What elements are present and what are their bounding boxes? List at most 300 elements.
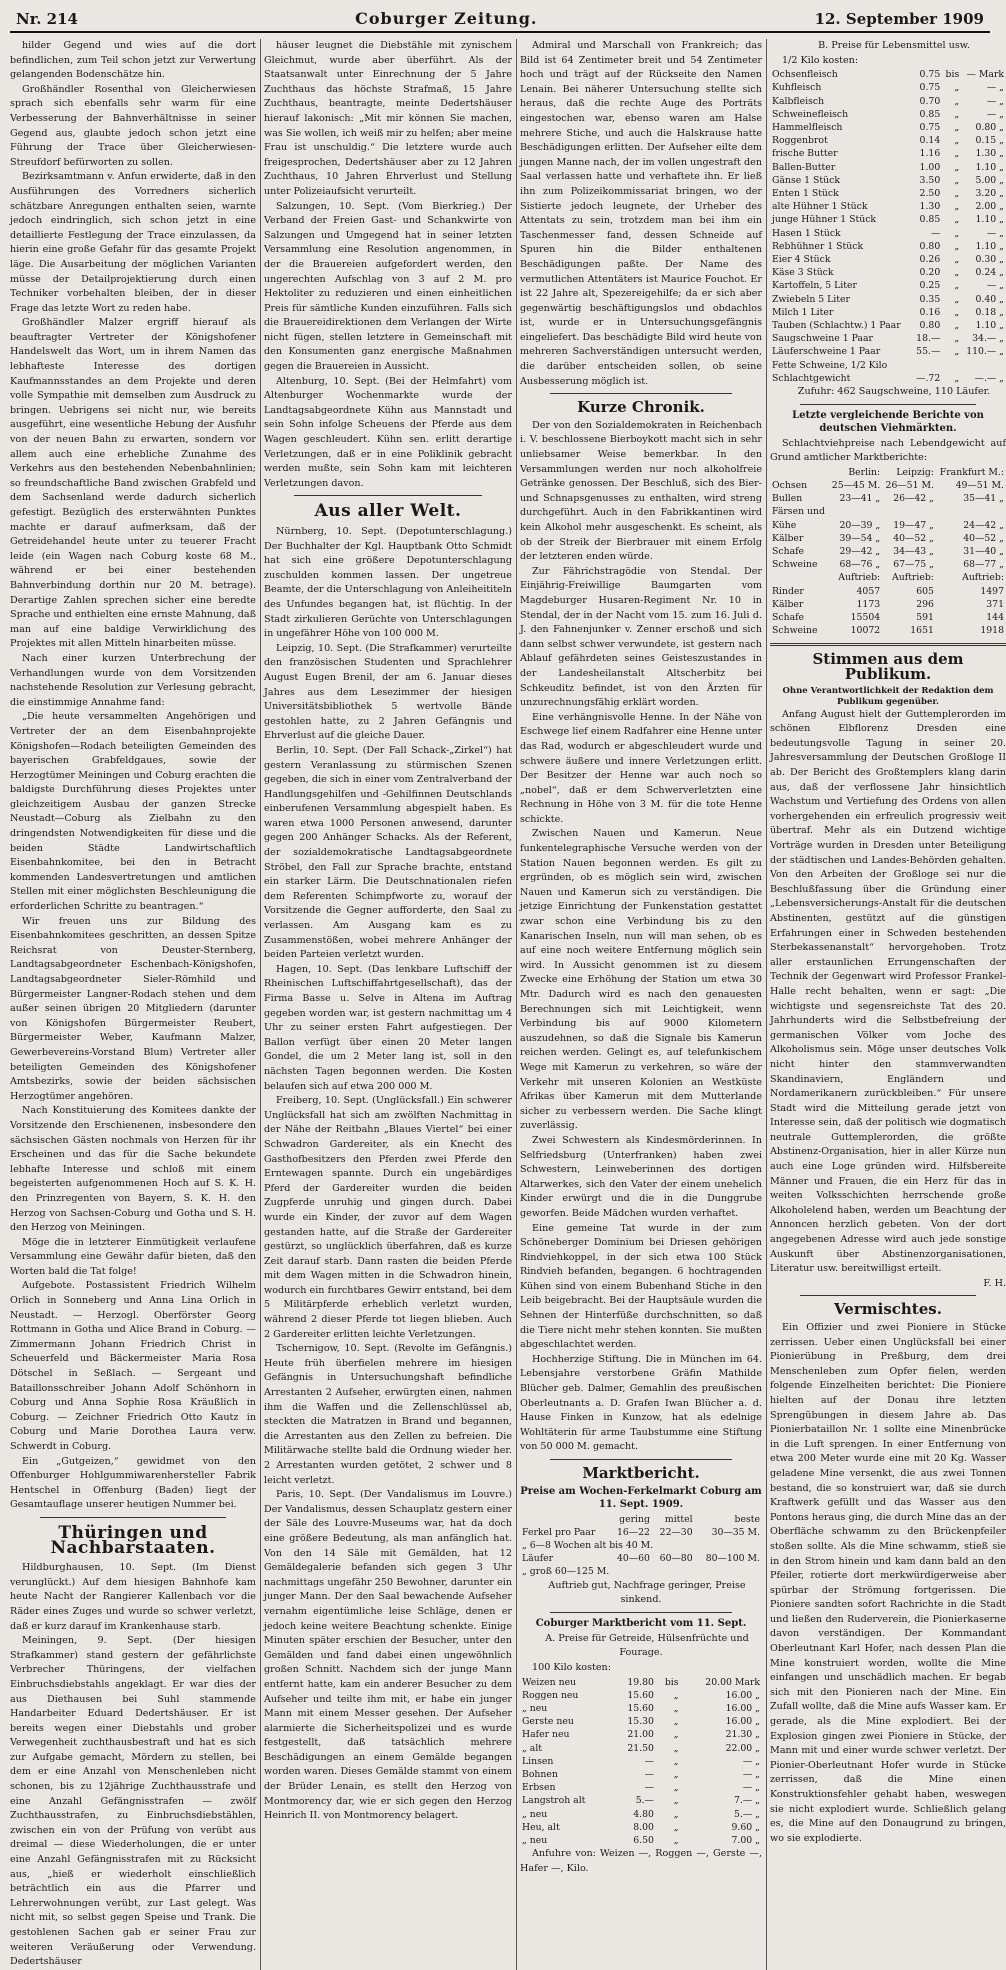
paragraph: Eine gemeine Tat wurde in der zum Schöneberger Dominium bei Driesen gehörigen Rindviehkoppel, in der sich etwa 100 Stück Rindvieh befanden, begangen. 6 hochtragenden Kühen sind von einem Bubenhand Stiche in den Leib beigebracht. Bei der Hauptsäule wurden die Sehnen der Hinterfüße durchschnitten, so daß die Tiere nicht mehr stehen konnten. Sie mußten abgeschlachtet werden. [520, 1222, 762, 1351]
table-cell: 2.00 „ [975, 201, 1004, 213]
zufuhr-note: Zufuhr: 462 Saugschweine, 110 Läufer. [797, 386, 991, 398]
table-cell: „ [673, 1702, 679, 1714]
table-header-row [520, 1513, 762, 1526]
table-cell: 1.10 „ [975, 240, 1004, 252]
table-row [770, 253, 1006, 266]
col1-paragraphs2 [10, 1561, 256, 1970]
stimmen-disclaimer: Ohne Verantwortlichkeit der Redaktion dem Publikum gegenüber. [782, 685, 994, 707]
table-cell: 591 [916, 612, 934, 624]
table-cell: 25—45 M. [831, 480, 881, 492]
table-cell [942, 359, 961, 372]
table-cell: Hasen 1 Stück [772, 227, 841, 239]
paragraph: Wir freuen uns zur Bildung des Eisenbahnkomitees geschritten, an dessen Spitze Reichsrat von Deuster-Sternberg, Landtagsabgeordneter Eschenbach-Königshofen, Landtagsabgeordneter Sieler-Römhild und Bürgermeister Langner-Rodach stehen und dem außer seinen übrigen 20 Mitgliedern (darunter von Königshofen Bürgermeister Reubert, Bürgermeister Weber, Kaufmann Malzer, Gewerbevereins-Vorstand Blum) Vertreter aller beteiligten Gemeinden des Königshofener Amtsbezirks, sowie der beiden sächsischen Herzogtümer angehören. [10, 915, 256, 1102]
column-3 [520, 39, 762, 1970]
newspaper-title: Coburger Zeitung. [355, 9, 538, 28]
table-cell: 0.24 „ [975, 267, 1004, 279]
table-row [770, 161, 1006, 174]
table-cell: 7.— „ [734, 1795, 760, 1807]
table-cell: 0.16 [919, 306, 941, 318]
table-cell: — Mark [966, 69, 1004, 81]
table-cell: „ [954, 82, 960, 94]
divider [550, 1459, 732, 1460]
paragraph: Zur Fährichstragödie von Stendal. Der Einjährig-Freiwillige Baumgarten vom Magdeburger Husaren-Regiment Nr. 10 in Stendal, der in der Nacht vom 15. zum 16. Juli d. J. den Fahnenjunker v. Zenner erschoß und sich dann selbst schwer verwundete, ist gestern nach Ablauf gefährdeten seines Geisteszustandes in der Landesheilanstalt Altscherbitz bei Schkeuditz befindet, ist von den Ärzten für unzurechnungsfähig erklärt worden. [520, 565, 762, 709]
table-cell: „ [954, 122, 960, 133]
table-cell: Enten 1 Stück [772, 188, 839, 200]
table-cell: Schweine [772, 559, 818, 571]
table-cell: 0.75 [919, 82, 941, 94]
section-heading-kurze-chronik: Kurze Chronik. [577, 398, 705, 417]
paragraph: Freiberg, 10. Sept. (Unglücksfall.) Ein schwerer Unglücksfall hat sich am zwölften Nachmittag in der Nähe der Reitbahn „Blaues Viertel“ bei einer Schwadron Gardereiter, als ein Knecht des Gasthofbesitzers den Pferden zwei Pferde den Erntewagen spannte. Durch ein ungebärdiges Pferd der Gardereiter wurden die beiden Zugpferde unruhig und gingen durch. Dabei wurde ein Kinder, der zuvor auf dem Wagen gestanden hatte, auf die Straße der Gardereiter gestürzt, so unglücklich überfahren, daß es kurze Zeit darauf starb. Dann rasten die beiden Pferde mit dem Wagen mitten in die Schwadron hinein, wodurch ein furchtbares Gewirr entstand, bei dem 5 Militärpferde erheblich verletzt wurden, während 2 dieser Pferde tot liegen blieben. Auch 2 Gardereiter erlitten leichte Verletzungen. [264, 1095, 512, 1340]
table-cell: 371 [986, 598, 1004, 610]
paragraph: Eine verhängnisvolle Henne. In der Nähe von Eschwege lief einem Radfahrer eine Henne unter das Rad, wodurch er abgeschleudert wurde und schwere äußere und innere Verletzungen erlitt. Der Besitzer der Henne war auch noch so „nobel“, daß er dem Schwerverletzten eine Rechnung in Höhe von 3 M. für die tote Henne schickte. [520, 711, 762, 825]
table-cell: „ [673, 1808, 679, 1820]
table-cell: 110.— „ [966, 346, 1004, 358]
table-cell: „ [673, 1716, 679, 1728]
coburg-price-table [520, 1676, 762, 1848]
table-cell: „ [954, 254, 960, 266]
table-cell: „ groß 60—125 M. [522, 1566, 610, 1578]
table-cell: 605 [916, 585, 934, 597]
table-cell: 0.75 [919, 122, 941, 133]
table-cell: 1497 [980, 585, 1004, 597]
table-cell: „ 6—8 Wochen alt bis 40 M. [522, 1540, 654, 1551]
table-cell: Roggenbrot [772, 135, 828, 147]
divider [800, 1295, 976, 1296]
table-header-cell: Auftrieb: [962, 572, 1004, 584]
table-cell: — „ [986, 95, 1004, 107]
table-cell: — „ [986, 280, 1004, 292]
coburg-market-sub: A. Preise für Getreide, Hülsenfrüchte und Fourage. [545, 1632, 749, 1659]
table-cell: 1.10 „ [975, 320, 1004, 332]
table-cell: 16.00 „ [725, 1702, 760, 1714]
table-cell: 0.80 „ [975, 122, 1004, 133]
table-cell: Kartoffeln, 5 Liter [772, 280, 857, 292]
table-cell: 0.20 [919, 267, 941, 279]
column-4 [770, 39, 1006, 1970]
table-cell: Rinder [772, 585, 804, 597]
table-row [770, 293, 1006, 306]
table-cell: Kühe [772, 519, 797, 531]
section-heading-stimmen: Stimmen aus dem Publikum. [812, 650, 964, 684]
table-row [770, 532, 1006, 545]
table-row [520, 1526, 762, 1539]
section-heading-thueringen: Thüringen und Nachbarstaaten. [50, 1522, 216, 1558]
coburg-market-heading: Coburger Marktbericht vom 11. Sept. [535, 1617, 747, 1629]
table-cell: Gänse 1 Stück [772, 174, 840, 186]
table-cell: 1.30 „ [975, 148, 1004, 160]
table-cell: 67—75 „ [893, 559, 934, 571]
table-cell: —.— „ [974, 372, 1004, 384]
table-cell: — [644, 1782, 654, 1794]
table-row [770, 585, 1006, 598]
table-cell: 68—77 „ [963, 559, 1004, 571]
paragraph: Ein Offizier und zwei Pioniere in Stücke zerrissen. Ueber einen Unglücksfall bei einer Pionierübung in Preßburg, dem drei Menschenleben zum Opfer fielen, werden folgende Einzelheiten berichtet: Die Pioniere hielten auf der Donau ihre letzten Sprengübungen in diesem Jahre ab. Das Pionierbataillon Nr. 1 sollte eine Minenbrücke in die Luft sprengen. In einer Entfernung von etwa 200 Meter wurde eine mit 20 Kg. Wasser geladene Mine versenkt, die aus zwei Tonnen bestand, die so konstruiert war, daß sie durch Kraftwerk gefüllt und das Wasser aus den Pontons heraus ging, die durch Mine das an der Oberfläche schwamm zu den Brückenpfeiler stoßen sollte. Als die Mine schwamm, stieß sie in den Strom hinein und kam dann bald an den Pfeiler, rotierte dort merkwürdigerweise aber spürbar der Strömung fortgerissen. Die Pioniere sandten sofort Rachrichte in die Stadt und ließen den Ruderverein, die Pionierkaserne davon verständigen. Der Kommandant Oberleutnant Karl Hofer, nach dessen Plan die Mine konstruiert worden, wollte die Mine einfangen und unschädlich machen. Er begab sich mit den Pionieren nach der Mine. Ein Zufall wollte, daß die Mine aufs Wasser kam. Er gerade, als die Mine explodiert. Bei der Explosion gingen zwei Pioniere in Stücke, der Mann mit und einer wurde schwer verletzt. Der Pionier-Oberleutnant Hofer wurde in Stücke zerrissen, daß die Mine einen Konstruktionsfehler gehabt haben, weswegen sie nicht explodiert wurde. Schließlich gelang es, die Mine auf den Donaugrund zu bringen, wo sie explodierte. [770, 1322, 1006, 1844]
paragraph: Zwischen Nauen und Kamerun. Neue funkentelegraphische Versuche werden von der Station Nauen begonnen werden. Es gilt zu ergründen, ob es möglich sein wird, zwischen Nauen und Kamerun sich zu verständigen. Die jetzige Einrichtung der Funkenstation gestattet zwar schon eine Verbindung bis zu den Kanarischen Inseln, nun will man sehen, ob es auf eine noch weitere Entfernung möglich sein wird. In Aussicht genommen ist zu diesem Zwecke eine Erhöhung der Station um etwa 30 Mtr. Dadurch wird es nach den genauesten Berechnungen sich mit Leichtigkeit, wenn Verbindung bis auf 9000 Kilometern auszudehnen, so daß die Signale bis Kamerun reichen werden. Gelingt es, auf telefunkischem Wege mit Kamerun zu verkehren, so wäre der Verkehr mit unseren Kolonien an Westküste Afrikas über Kamerun mit dem Mutterlande sicher zu verbessern werden. Die Sache klingt zuverlässig. [520, 828, 762, 1132]
table-cell: 1.10 „ [975, 214, 1004, 226]
table-cell: „ [954, 95, 960, 107]
paragraph: Aufgebote. Postassistent Friedrich Wilhelm Orlich in Sonneberg und Anna Lina Orlich in Neustadt. — Herzogl. Oberförster Georg Rottmann in Gotha und Alice Brand in Coburg. — Zimmermann Johann Friedrich Christ in Scheuerfeld und Bäckermeister Maria Rosa Dötschel in Seßlach. — Sergeant und Bataillonsschreiber Johann Adolf Schönhorn in Coburg und Anna Sophie Rosa Kräußlich in Coburg. — Zeichner Friedrich Otto Kautz in Coburg und Marie Dorothea Laura verw. Schwerdt in Coburg. [10, 1280, 256, 1452]
table-cell: — [644, 1755, 654, 1767]
table-cell: 0.14 [919, 135, 941, 147]
table-row [770, 345, 1006, 358]
table-cell: 21.30 „ [725, 1729, 760, 1741]
table-cell: „ [954, 174, 960, 186]
table-cell: — „ [986, 108, 1004, 120]
table-cell: 0.75 [919, 69, 941, 81]
table-cell: Ferkel pro Paar [522, 1526, 596, 1538]
table-header-cell [770, 466, 828, 479]
paragraph: Möge die in letzterer Einmütigkeit verlaufene Versammlung eine Gewähr dafür bieten, daß den Worten bald die Tat folge! [10, 1236, 256, 1277]
table-cell: 35—41 „ [963, 493, 1004, 505]
table-cell: Färsen und [772, 506, 825, 518]
divider [550, 393, 732, 394]
table-cell: 296 [916, 598, 934, 610]
table-cell: 15.60 [627, 1689, 654, 1701]
table-cell: Langstroh alt [522, 1795, 586, 1807]
table-cell: — „ [742, 1769, 760, 1780]
viehmarkt-table [770, 466, 1006, 638]
table-cell: „ [954, 201, 960, 213]
paragraph: Salzungen, 10. Sept. (Vom Bierkrieg.) Der Verband der Freien Gast- und Schankwirte von Salzungen und Umgegend hat in seiner letzten Versammlung eine Resolution angenommen, in der die Brauereien aufgefordert werden, den ungerechten Aufschlag von 3 auf 2 M. pro Hektoliter zu reduzieren und einen einheitlichen Preis für sämtliche Kunden einzuführen. Falls sich die Brauereidirektionen dem Verlangen der Wirte nicht fügen, stellen letztere in Gemeinschaft mit den Konsumenten ganz energische Maßnahmen gegen die Brauereien in Aussicht. [264, 200, 512, 373]
paragraph: Hagen, 10. Sept. (Das lenkbare Luftschiff der Rheinischen Luftschiffahrtgesellschaft), das der Firma Basse u. Selve in Altena im Auftrag gegeben worden war, ist gestern nachmittag um 4 Uhr zu seiner ersten Fahrt aufgestiegen. Der Ballon verfügt über einen 20 Meter langen Gondel, die um 2 Meter lang ist, soll in den nächsten Tagen begonnen werden. Die Kosten belaufen sich auf etwa 200 000 M. [264, 963, 512, 1092]
paragraph: Hildburghausen, 10. Sept. (Im Dienst verunglückt.) Auf dem hiesigen Bahnhofe kam heute Nacht der Rangierer Kallenbach vor die Räder eines Zuges und wurde so schwer verletzt, daß er kurz darauf im Krankenhause starb. [10, 1562, 256, 1632]
paragraph: Paris, 10. Sept. (Der Vandalismus im Louvre.) Der Vandalismus, dessen Schauplatz gestern einer der Säle des Louvre-Museums war, hat da doch eine größere Bedeutung, als man anfänglich hat. Von den 14 Säle mit Gemälden, hat 12 Gemäldegalerie befanden sich gegen 3 Uhr nachmittags ungefähr 250 Bewohner, darunter ein junger Mann. Der den Saal bewachende Aufseher vernahm eigentümliche leise Schläge, denen er jedoch keine weitere Beachtung schenkte. Einige Minuten später erschien der Besucher, unter den Gemälden und fand dabei einen ungewöhnlich großen Schnitt. Nachdem sich der junge Mann entfernt hatte, kam ein anderer Besucher zu dem Aufseher und teilte ihm mit, er habe ein junger Mann mit einem Messer gesehen. Der Aufseher alarmierte die Sicherheitspolizei und es wurde festgestellt, daß tatsächlich mehrere Beschädigungen an einem Gemälde begangen worden waren. Dieses Gemälde stammt von einem der Brüder Lenain, es stellt den Herzog von Montmorency dar, wie er sich gegen den Herzog Heinrich II. von Montmorency belagert. [264, 1489, 512, 1822]
table-cell: 2.50 [919, 188, 941, 200]
divider [294, 495, 482, 496]
table-cell: — „ [986, 82, 1004, 94]
table-cell: 16.00 „ [725, 1689, 760, 1701]
table-cell: Eier 4 Stück [772, 254, 831, 266]
table-row [770, 624, 1006, 637]
table-cell: 5.— [635, 1795, 654, 1807]
table-cell: 18.— [916, 333, 941, 345]
table-cell: 22.00 „ [725, 1742, 760, 1754]
table-cell: 24—42 „ [963, 519, 1004, 531]
table-header-row [770, 571, 1006, 584]
section-heading-marktbericht: Marktbericht. [582, 1464, 700, 1482]
table-cell: 1.16 [919, 148, 941, 160]
table-cell: 0.70 [919, 95, 941, 107]
table-cell: Schweine [772, 625, 818, 637]
table-header-cell: beste [734, 1513, 760, 1525]
table-cell: 144 [986, 612, 1004, 624]
table-row [770, 598, 1006, 611]
table-cell: junge Hühner 1 Stück [772, 214, 877, 226]
table-cell: Ochsen [772, 480, 808, 492]
table-row [770, 479, 1006, 492]
section-heading-vermischtes: Vermischtes. [834, 1300, 942, 1319]
table-row [770, 306, 1006, 319]
table-cell: Gerste neu [522, 1716, 574, 1728]
food-price-table [770, 68, 1006, 385]
table-row [770, 200, 1006, 213]
table-cell: „ [673, 1689, 679, 1701]
paragraph: Hochherzige Stiftung. Die in München im 64. Lebensjahre verstorbene Gräfin Mathilde Blücher geb. Dalmer, Gemahlin des preußischen Oberleutnants a. D. Grafen Iwan Blücher a. d. Hause Finken in Kunzow, hat als edelnige Wohltäterin für arme Taubstumme eine Stiftung von 50 000 M. gemacht. [520, 1353, 762, 1453]
table-row [770, 359, 1006, 372]
ferkelmarkt-subheading: Preise am Wochen-Ferkelmarkt Coburg am 11. Sept. 1909. [520, 1485, 762, 1510]
table-cell: Milch 1 Liter [772, 306, 834, 318]
table-row [520, 1781, 762, 1794]
paragraph: Tschernigow, 10. Sept. (Revolte im Gefängnis.) Heute früh überfielen mehrere im hiesigen Gefängnis in Untersuchungshaft befindliche Arrestanten 2 Aufseher, erwürgten einen, nahmen ihm die Waffen und die Zellenschlüssel ab, steckten die Matratzen in Brand und begannen, die Arrestanten aus den Zellen zu befreien. Die Militärwache stellte bald die Ordnung wieder her. 2 Arrestanten wurden getötet, 2 schwer und 8 leicht verletzt. [264, 1343, 512, 1486]
table-cell: 26—51 M. [885, 480, 934, 492]
food-prices-heading: B. Preise für Lebensmittel usw. [818, 40, 970, 51]
table-cell: 0.40 „ [975, 293, 1004, 305]
table-cell: 0.85 [919, 108, 941, 120]
table-cell: 1651 [910, 625, 934, 637]
table-cell: Saugschweine 1 Paar [772, 333, 873, 345]
table-cell: 19—47 „ [893, 519, 934, 531]
table-header-cell: gering [619, 1513, 650, 1525]
table-row [520, 1794, 762, 1807]
table-cell: 34.— „ [972, 333, 1004, 345]
col1-paragraphs [10, 39, 256, 1513]
table-row [770, 505, 1006, 518]
table-cell: 15.30 [627, 1716, 654, 1728]
table-cell: Bohnen [522, 1769, 558, 1780]
table-cell: „ [673, 1782, 679, 1794]
table-cell: 49—51 M. [955, 480, 1004, 492]
table-cell: „ [954, 280, 960, 292]
table-cell: 26—42 „ [893, 493, 934, 505]
table-cell: 0.30 „ [975, 254, 1004, 266]
table-header-row [770, 466, 1006, 479]
table-cell [936, 505, 1006, 518]
table-cell: 40—52 „ [893, 532, 934, 544]
table-row [770, 279, 1006, 292]
table-row [520, 1676, 762, 1689]
table-cell: Linsen [522, 1755, 554, 1767]
table-row [770, 108, 1006, 121]
table-cell: alte Hühner 1 Stück [772, 201, 868, 213]
table-row [770, 68, 1006, 81]
divider [800, 404, 976, 405]
table-row [770, 134, 1006, 147]
table-cell: „ [954, 267, 960, 279]
table-row [770, 81, 1006, 94]
table-cell: „ [954, 148, 960, 160]
table-cell: Ballen-Butter [772, 161, 836, 173]
paragraph: Ein „Gutgeizen,“ gewidmet von den Offenburger Hohlgummiwarenhersteller Fabrik Hentschel in Offenburg (Baden) liegt der Gesamtauflage unserer heutigen Nummer bei. [10, 1455, 256, 1511]
food-prices-unit: 1/2 Kilo kosten: [782, 54, 859, 66]
paragraph: Berlin, 10. Sept. (Der Fall Schack-„Zirkel“) hat gestern Veranlassung zu stürmischen Szenen gegeben, die sich in einer vom Zentralverband der Handlungsgehilfen und -Gehilfinnen Deutschlands einberufenen Versammlung abgespielt haben. Es waren etwa 1000 Personen anwesend, darunter gegen 200 Anhänger Schacks. Als der Referent, der sozialdemokratische Landtagsabgeordnete Ströbel, den Fall zur Sprache brachte, entstand ein starker Lärm. Die Deutschnationalen riefen dem Referenten Schimpfworte zu, worauf der Vorsitzende die Gegner aufforderte, den Saal zu verlassen. Am Ausgang kam es zu Zusammenstößen, wobei mehrere Anhänger der beiden Parteien verletzt wurden. [264, 744, 512, 961]
table-cell: „ [954, 320, 960, 332]
table-cell: 3.50 [919, 174, 941, 186]
table-cell: 31—40 „ [963, 546, 1004, 558]
paragraph: Admiral und Marschall von Frankreich; das Bild ist 64 Zentimeter breit und 54 Zentimeter hoch und trägt auf der Rückseite den Namen Lenain. Bei näherer Untersuchung stellte sich heraus, daß die rechte Auge des Porträts eingestochen war, ebenso waren am Halse mehrere Stiche, und auch die Halskrause hatte Beschädigungen erlitten. Der Aufseher eilte dem jungen Manne nach, der im vollen ungestraft den Saal verlassen hatte und verhaftete ihn. Er ließ ihn zum Polizeikommissariat bringen, wo der Sistierte jedoch leugnete, der Urheber des Attentats zu sein, trotzdem man bei ihm ein Taschenmesser fand, dessen Schneide auf Spuren hin die Bilder enthaltenen Beschädigungen paßte. Der Name des vermutlichen Attentäters ist Maurice Fouchot. Er ist 22 Jahre alt, Spezereigehilfe; da er sich aber gegenwärtig beschäftigungslos und obdachlos ist, wurde er in Untersuchungsgefängnis eingeliefert. Das beschädigte Bild wird heute von mehreren Sachverständigen untersucht werden, die darüber entscheiden sollen, ob seine Ausbesserung möglich ist. [520, 40, 762, 387]
paragraph: Leipzig, 10. Sept. (Die Strafkammer) verurteilte den französischen Studenten und Sprachlehrer August Eugen Brenil, der am 6. Januar dieses Jahres aus dem Lesezimmer der hiesigen Universitätsbibliothek 5 wertvolle Bände gestohlen hatte, zu 2 Jahren Gefängnis und Ehrverlust auf die gleiche Dauer. [264, 642, 512, 742]
divider [770, 643, 1006, 646]
column-2 [264, 39, 512, 1970]
table-cell: 4.80 [633, 1808, 654, 1820]
table-row [770, 227, 1006, 240]
table-cell: Erbsen [522, 1782, 556, 1794]
table-cell: 19.80 [627, 1676, 654, 1688]
table-cell: 1.00 [919, 161, 941, 173]
column-1 [10, 39, 256, 1970]
signature: F. H. [983, 1277, 1006, 1289]
table-cell: 5.— „ [734, 1808, 760, 1820]
table-cell: „ [673, 1821, 679, 1833]
table-row [520, 1552, 762, 1565]
table-cell: — „ [742, 1782, 760, 1794]
table-cell: „ [673, 1742, 679, 1754]
table-cell: „ [673, 1755, 679, 1767]
table-cell: „ [954, 346, 960, 358]
table-cell: „ [954, 188, 960, 200]
table-cell: Fette Schweine, 1/2 Kilo [772, 359, 888, 371]
table-cell: Läufer [522, 1553, 554, 1565]
table-cell: frische Butter [772, 148, 838, 160]
table-row [520, 1755, 762, 1768]
table-cell: Schlachtgewicht [772, 372, 851, 384]
table-row [520, 1539, 762, 1552]
table-cell: „ [673, 1729, 679, 1741]
table-cell: —.72 [916, 372, 941, 384]
table-header-cell: mittel [664, 1513, 693, 1525]
table-cell: „ [954, 333, 960, 345]
table-cell: 34—43 „ [893, 546, 934, 558]
table-cell [828, 505, 882, 518]
table-cell: 0.26 [919, 254, 941, 266]
table-row [770, 240, 1006, 253]
table-cell: bis [945, 69, 960, 81]
paragraph: hilder Gegend und wies auf die dort befindlichen, zum Teil schon jetzt zur Verwertung gelangenden Bodenschätze hin. [10, 40, 256, 81]
table-cell: 3.20 „ [975, 188, 1004, 200]
table-cell: Weizen neu [522, 1676, 577, 1688]
table-cell: 10072 [850, 625, 881, 637]
table-row [770, 372, 1006, 385]
table-cell: „ [954, 372, 960, 384]
table-row [520, 1834, 762, 1847]
paragraph: Nürnberg, 10. Sept. (Depotunterschlagung.) Der Buchhalter der Kgl. Hauptbank Otto Schmidt hat sich eine größere Depotunterschlagung zuschulden kommen lassen. Der ungetreue Beamte, der die Unterschlagung von Anleiheititeln des Unfundes begangen hat, ist flüchtig. In der Stadt zirkulieren Gerüchte von Unterschlagungen in ungefährer Höhe von 100 000 M. [264, 526, 512, 640]
table-cell: Läuferschweine 1 Paar [772, 346, 881, 358]
table-cell: „ [673, 1835, 679, 1847]
table-cell: 21.50 [627, 1742, 654, 1754]
columns [10, 39, 1006, 1968]
table-cell: 1173 [856, 598, 881, 610]
table-cell: Kälber [772, 532, 804, 544]
table-cell: 23—41 „ [839, 493, 881, 505]
table-cell: 0.18 „ [975, 306, 1004, 318]
table-row [520, 1689, 762, 1702]
table-row [770, 213, 1006, 226]
auftrieb-note: Auftrieb gut, Nachfrage geringer, Preise sinkend. [548, 1579, 746, 1606]
table-cell: 5.00 „ [975, 174, 1004, 186]
table-cell: 0.80 [919, 240, 941, 252]
paragraph: „Die heute versammelten Angehörigen und Vertreter der an dem Eisenbahnprojekte Königshofen—Rodach beteiligten Gemeinden des bayerischen Grabfeldgaues, sowie der Herzogtümer Meiningen und Coburg erachten die baldigste Durchführung dieses Projektes unter gleichzeitigem Ausbau der ganzen Strecke Neustadt—Coburg als Zielbahn zu den dringendsten Notwendigkeiten für diese und die beiden Städte Landwirtschaftlich Eisenbahnkomitee, bei den in Betracht kommenden Landesvertretungen und amtlichen Stellen mit einer möglichsten Beschleunigung die erforderlichen Schritte zu beantragen.“ [10, 711, 256, 913]
table-row [770, 519, 1006, 532]
paragraph: Nach einer kurzen Unterbrechung der Verhandlungen wurde von dem Vorsitzenden nachstehende Resolution zur Verlesung gebracht, die einstimmige Annahme fand: [10, 652, 256, 708]
table-header-cell [770, 571, 828, 584]
table-row [770, 545, 1006, 558]
table-cell: — [644, 1769, 654, 1780]
issue-date: 12. September 1909 [814, 10, 984, 28]
table-cell: 0.80 [919, 320, 941, 332]
table-row [770, 319, 1006, 332]
table-cell: „ [673, 1769, 679, 1780]
table-cell: „ [954, 214, 960, 226]
coburg-footnote: Anfuhre von: Weizen —, Roggen —, Gerste —, Hafer —, Kilo. [520, 1848, 762, 1874]
divider [40, 1517, 226, 1518]
table-cell: bis [664, 1676, 679, 1688]
table-cell: 0.25 [919, 280, 941, 292]
table-cell: 16—22 [616, 1526, 650, 1538]
table-cell: 6.50 [633, 1835, 654, 1847]
table-row [520, 1565, 762, 1578]
viehmarkt-sub: Schlachtviehpreise nach Lebendgewicht auf Grund amtlicher Marktberichte: [770, 437, 1006, 464]
table-cell: Rebhühner 1 Stück [772, 240, 864, 252]
table-row [770, 121, 1006, 134]
table-cell: 15504 [850, 612, 881, 624]
table-header-cell: Auftrieb: [892, 572, 934, 584]
paragraph: Bezirksamtmann v. Anfun erwiderte, daß in den Ausführungen des Vorredners sicherlich schätzbare Anregungen enthalten seien, warnte jedoch eindringlich, sich schon jetzt in eine detaillierte Festlegung der Trace einzulassen, da hierin eine große Gefahr für das gesamte Projekt läge. Die Ausarbeitung der möglichen Varianten müsse der Detailprojektierung durch einen Techniker vorbehalten bleiben, der in dieser Frage das letzte Wort zu reden habe. [10, 171, 256, 314]
section-heading-aus-aller-welt: Aus aller Welt. [314, 501, 462, 522]
table-cell: 40—52 „ [963, 532, 1004, 544]
table-cell: „ [954, 240, 960, 252]
table-cell: Tauben (Schlachtw.) 1 Paar [772, 320, 901, 332]
table-cell: 22—30 [659, 1526, 693, 1538]
table-cell: „ [954, 306, 960, 318]
table-cell: Bullen [772, 493, 803, 505]
table-cell: 1.10 „ [975, 161, 1004, 173]
table-cell: 9.60 „ [731, 1821, 760, 1833]
issue-number: Nr. 214 [16, 10, 78, 28]
table-row [770, 558, 1006, 571]
table-cell: 0.35 [919, 293, 941, 305]
table-row [520, 1821, 762, 1834]
table-cell: Hafer neu [522, 1729, 570, 1741]
table-row [770, 266, 1006, 279]
table-cell: „ neu [522, 1835, 548, 1847]
coburg-unit: 100 Kilo kosten: [532, 1661, 611, 1673]
table-cell: — „ [986, 227, 1004, 239]
table-cell: „ neu [522, 1808, 548, 1820]
table-cell: 0.15 „ [975, 135, 1004, 147]
table-cell: Schafe [772, 546, 805, 558]
table-row [520, 1728, 762, 1741]
table-cell: 20.00 Mark [705, 1676, 760, 1688]
table-cell: Heu, alt [522, 1821, 560, 1833]
paragraph: häuser leugnet die Diebstähle mit zynischem Gleichmut, wurde aber überführt. Als der Staatsanwalt unter Einrechnung der 5 Jahre Zuchthaus das höchste Strafmaß, 15 Jahre Zuchthaus, beantragte, meinte Dedertshäuser hierauf lakonisch: „Mit mir können Sie machen, was Sie wollen, ich weiß mir zu helfen; aber meine Frau ist unschuldig.“ Die letztere wurde auch freigesprochen, Dedertshäuser aber zu 12 Jahren Zuchthaus, 10 Jahren Ehrverlust und Stellung unter Polizeiaufsicht verurteilt. [264, 40, 513, 197]
table-cell: 40—60 [616, 1553, 650, 1565]
table-cell: 1.30 [919, 201, 941, 213]
table-cell: 15.60 [627, 1702, 654, 1714]
table-header-cell: Auftrieb: [838, 572, 881, 584]
table-cell [912, 359, 942, 372]
viehmarkt-heading: Letzte vergleichende Berichte von deutschen Viehmärkten. [792, 409, 984, 434]
paragraph: Zwei Schwestern als Kindesmörderinnen. In Selfriedsburg (Unterfranken) haben zwei Schwestern, Leinweberinnen des dortigen Altarwerkes, sich den Vater der einem unehelich Kinder erwürgt und die in die Dunggrube geworfen. Beide Mädchen wurden verhaftet. [520, 1134, 762, 1219]
table-cell: — [930, 227, 941, 239]
table-cell: 29—42 „ [839, 546, 881, 558]
table-cell: 21.00 [627, 1729, 654, 1741]
table-cell: 8.00 [633, 1821, 654, 1833]
table-cell: 16.00 „ [725, 1716, 760, 1728]
table-cell: Schweinefleisch [772, 108, 849, 120]
table-cell: Schafe [772, 612, 805, 624]
table-cell: „ [954, 227, 960, 239]
table-cell: „ [954, 108, 960, 120]
table-cell: Kuhfleisch [772, 82, 822, 94]
paragraph: Altenburg, 10. Sept. (Bei der Helmfahrt) vom Altenburger Wochenmarkte wurde der Landtagsabgeordnete Kühn aus Mannstadt und sein Sohn infolge Scheuens der Pferde aus dem Wagen geschleudert. Kühn sen. erlitt derartige Verletzungen, daß er in eine Poliklinik gebracht werden mußte, sein Sohn kam mit leichteren Verletzungen davon. [264, 375, 512, 489]
table-row [770, 492, 1006, 505]
table-cell: „ [954, 161, 960, 173]
paragraph: Der von den Sozialdemokraten in Reichenbach i. V. beschlossene Bierboykott macht sich in sehr unliebsamer Weise bemerkbar. In den Versammlungen werden nur noch alkoholfreie Getränke genossen. Der Beschluß, sich des Bier- und Schnapsgenusses zu enthalten, wird streng durchgeführt. Auch in den Fabrikkantinen wird kein Alkohol mehr ausgeschenkt. Es scheint, als ob der Streik der Bierbrauer mit einem Erfolg der letzteren enden würde. [520, 419, 762, 563]
table-row [520, 1742, 762, 1755]
table-row [770, 95, 1006, 108]
masthead [10, 6, 990, 33]
table-row [770, 174, 1006, 187]
table-cell: Roggen neu [522, 1689, 579, 1701]
